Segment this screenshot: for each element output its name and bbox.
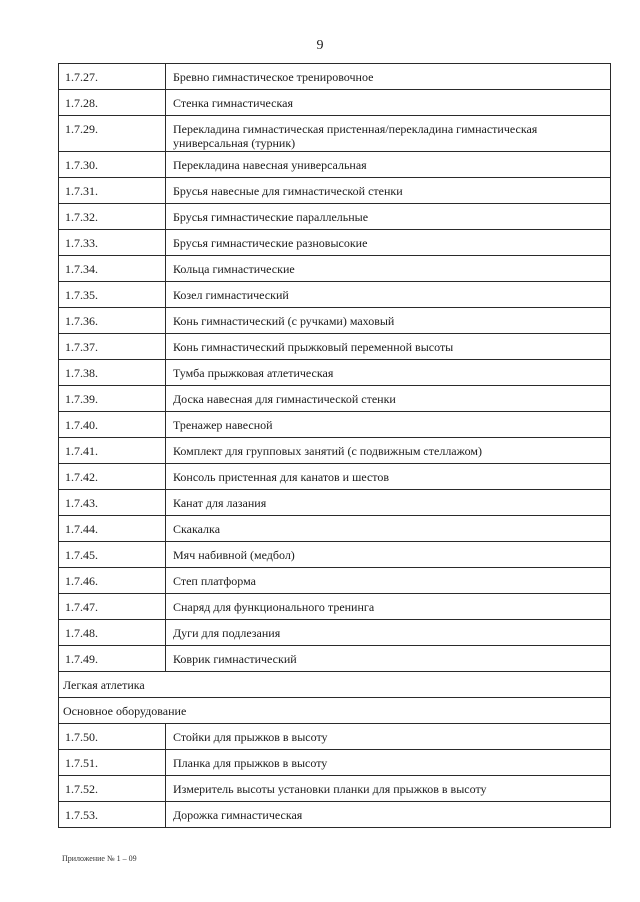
table-row [59,282,611,308]
section-row [59,698,611,724]
page-footer: Приложение № 1 – 09 [62,854,137,863]
item-number: 1.7.53. [59,802,166,828]
item-name: Стенка гимнастическая [166,90,611,116]
item-name: Коврик гимнастический [166,646,611,672]
item-number: 1.7.28. [59,90,166,116]
item-number: 1.7.52. [59,776,166,802]
item-number: 1.7.46. [59,568,166,594]
item-number: 1.7.36. [59,308,166,334]
table-row [59,386,611,412]
item-name: Комплект для групповых занятий (с подвижным стеллажом) [166,438,611,464]
item-number: 1.7.34. [59,256,166,282]
item-name: Скакалка [166,516,611,542]
item-name: Кольца гимнастические [166,256,611,282]
item-name: Мяч набивной (медбол) [166,542,611,568]
item-name: Снаряд для функционального тренинга [166,594,611,620]
item-name: Перекладина навесная универсальная [166,152,611,178]
item-number: 1.7.43. [59,490,166,516]
item-number: 1.7.27. [59,64,166,90]
table-row [59,64,611,90]
table-row [59,646,611,672]
item-name: Канат для лазания [166,490,611,516]
item-name: Конь гимнастический прыжковый переменной высоты [166,334,611,360]
table-row [59,412,611,438]
table-row [59,750,611,776]
table-row [59,230,611,256]
item-name: Консоль пристенная для канатов и шестов [166,464,611,490]
item-number: 1.7.29. [59,116,166,152]
item-name: Планка для прыжков в высоту [166,750,611,776]
item-name: Степ платформа [166,568,611,594]
page-number: 9 [316,38,324,53]
item-name: Перекладина гимнастическая пристенная/перекладина гимнастическая универсальная (турник) [166,116,611,152]
section-row [59,672,611,698]
item-name: Стойки для прыжков в высоту [166,724,611,750]
item-number: 1.7.40. [59,412,166,438]
item-name: Козел гимнастический [166,282,611,308]
table-row [59,438,611,464]
table-row [59,464,611,490]
table-row [59,90,611,116]
table-row [59,724,611,750]
item-number: 1.7.39. [59,386,166,412]
table-row [59,116,611,152]
table-row [59,620,611,646]
item-number: 1.7.32. [59,204,166,230]
item-name: Измеритель высоты установки планки для прыжков в высоту [166,776,611,802]
section-heading: Легкая атлетика [59,672,611,698]
item-name: Бревно гимнастическое тренировочное [166,64,611,90]
item-number: 1.7.47. [59,594,166,620]
equipment-table [58,63,611,828]
item-name: Тумба прыжковая атлетическая [166,360,611,386]
item-name: Брусья гимнастические параллельные [166,204,611,230]
item-number: 1.7.49. [59,646,166,672]
section-heading: Основное оборудование [59,698,611,724]
item-number: 1.7.42. [59,464,166,490]
equipment-table-body [59,64,611,828]
table-row [59,308,611,334]
item-number: 1.7.37. [59,334,166,360]
item-number: 1.7.50. [59,724,166,750]
item-number: 1.7.31. [59,178,166,204]
item-number: 1.7.38. [59,360,166,386]
table-row [59,802,611,828]
item-number: 1.7.48. [59,620,166,646]
table-row [59,256,611,282]
item-name: Конь гимнастический (с ручками) маховый [166,308,611,334]
item-number: 1.7.44. [59,516,166,542]
item-name: Брусья навесные для гимнастической стенки [166,178,611,204]
item-name: Доска навесная для гимнастической стенки [166,386,611,412]
table-row [59,776,611,802]
table-row [59,152,611,178]
table-row [59,516,611,542]
item-name: Тренажер навесной [166,412,611,438]
item-number: 1.7.51. [59,750,166,776]
item-name: Брусья гимнастические разновысокие [166,230,611,256]
table-row [59,204,611,230]
table-row [59,594,611,620]
item-number: 1.7.30. [59,152,166,178]
item-number: 1.7.35. [59,282,166,308]
table-row [59,178,611,204]
item-number: 1.7.45. [59,542,166,568]
item-number: 1.7.33. [59,230,166,256]
item-name: Дорожка гимнастическая [166,802,611,828]
item-name: Дуги для подлезания [166,620,611,646]
table-row [59,334,611,360]
table-row [59,490,611,516]
item-number: 1.7.41. [59,438,166,464]
table-row [59,542,611,568]
table-row [59,568,611,594]
table-row [59,360,611,386]
